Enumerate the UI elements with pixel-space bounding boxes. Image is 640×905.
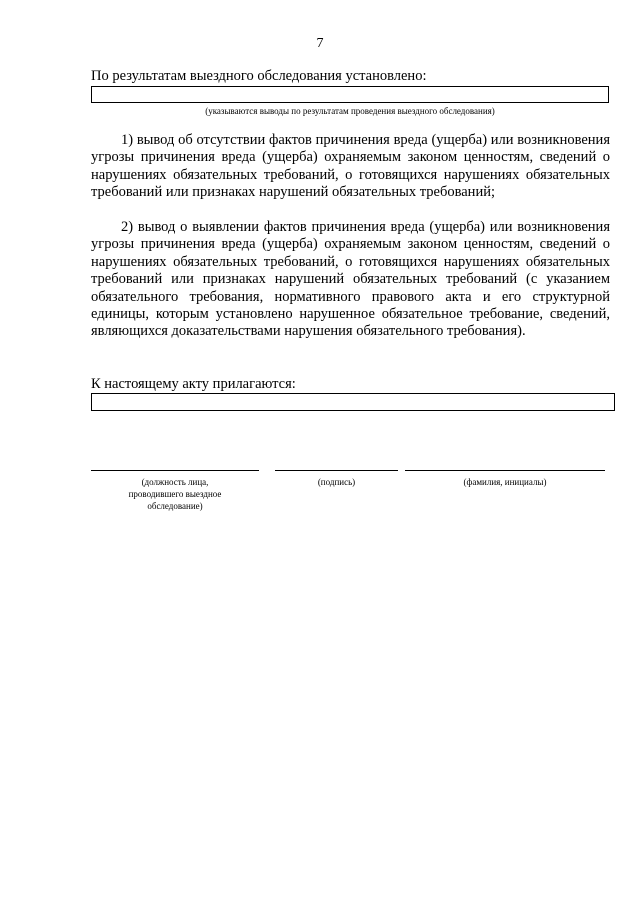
findings-heading: По результатам выездного обследования установлено: <box>91 68 427 84</box>
attachments-field[interactable] <box>91 393 615 411</box>
name-caption: (фамилия, инициалы) <box>463 477 547 487</box>
findings-field[interactable] <box>91 86 609 103</box>
position-caption-line-3: обследование) <box>147 501 203 511</box>
paragraph-2: 2) вывод о выявлении фактов причинения вреда (ущерба) или возникновения угрозы причинения вреда (ущерба) охраняемым законом ценностям, сведений о нарушениях обязательных требований, о готовящихся нарушениях обязательных требований или признаках нарушений обязательных требований (с указанием обязательного требования, нормативного правового акта и его структурной единицы, которым установлено нарушенное обязательное требование, сведений, являющихся доказательствами нарушения обязательного требования). <box>91 219 610 340</box>
name-signature-line[interactable] <box>405 470 605 471</box>
position-caption-line-1: (должность лица, <box>141 477 209 487</box>
position-caption-line-2: проводившего выездное <box>128 489 222 499</box>
position-caption <box>91 476 259 512</box>
paragraph-1: 1) вывод об отсутствии фактов причинения вреда (ущерба) или возникновения угрозы причинения вреда (ущерба) охраняемым законом ценностям, сведений о нарушениях обязательных требований, о готовящихся нарушениях обязательных требований или признаках нарушений обязательных требований; <box>91 132 610 201</box>
page-number: 7 <box>316 36 324 51</box>
findings-hint: (указываются выводы по результатам проведения выездного обследования) <box>205 106 495 116</box>
position-signature-line[interactable] <box>91 470 259 471</box>
signature-line[interactable] <box>275 470 398 471</box>
signature-caption: (подпись) <box>317 477 356 487</box>
attachments-heading: К настоящему акту прилагаются: <box>91 376 296 392</box>
